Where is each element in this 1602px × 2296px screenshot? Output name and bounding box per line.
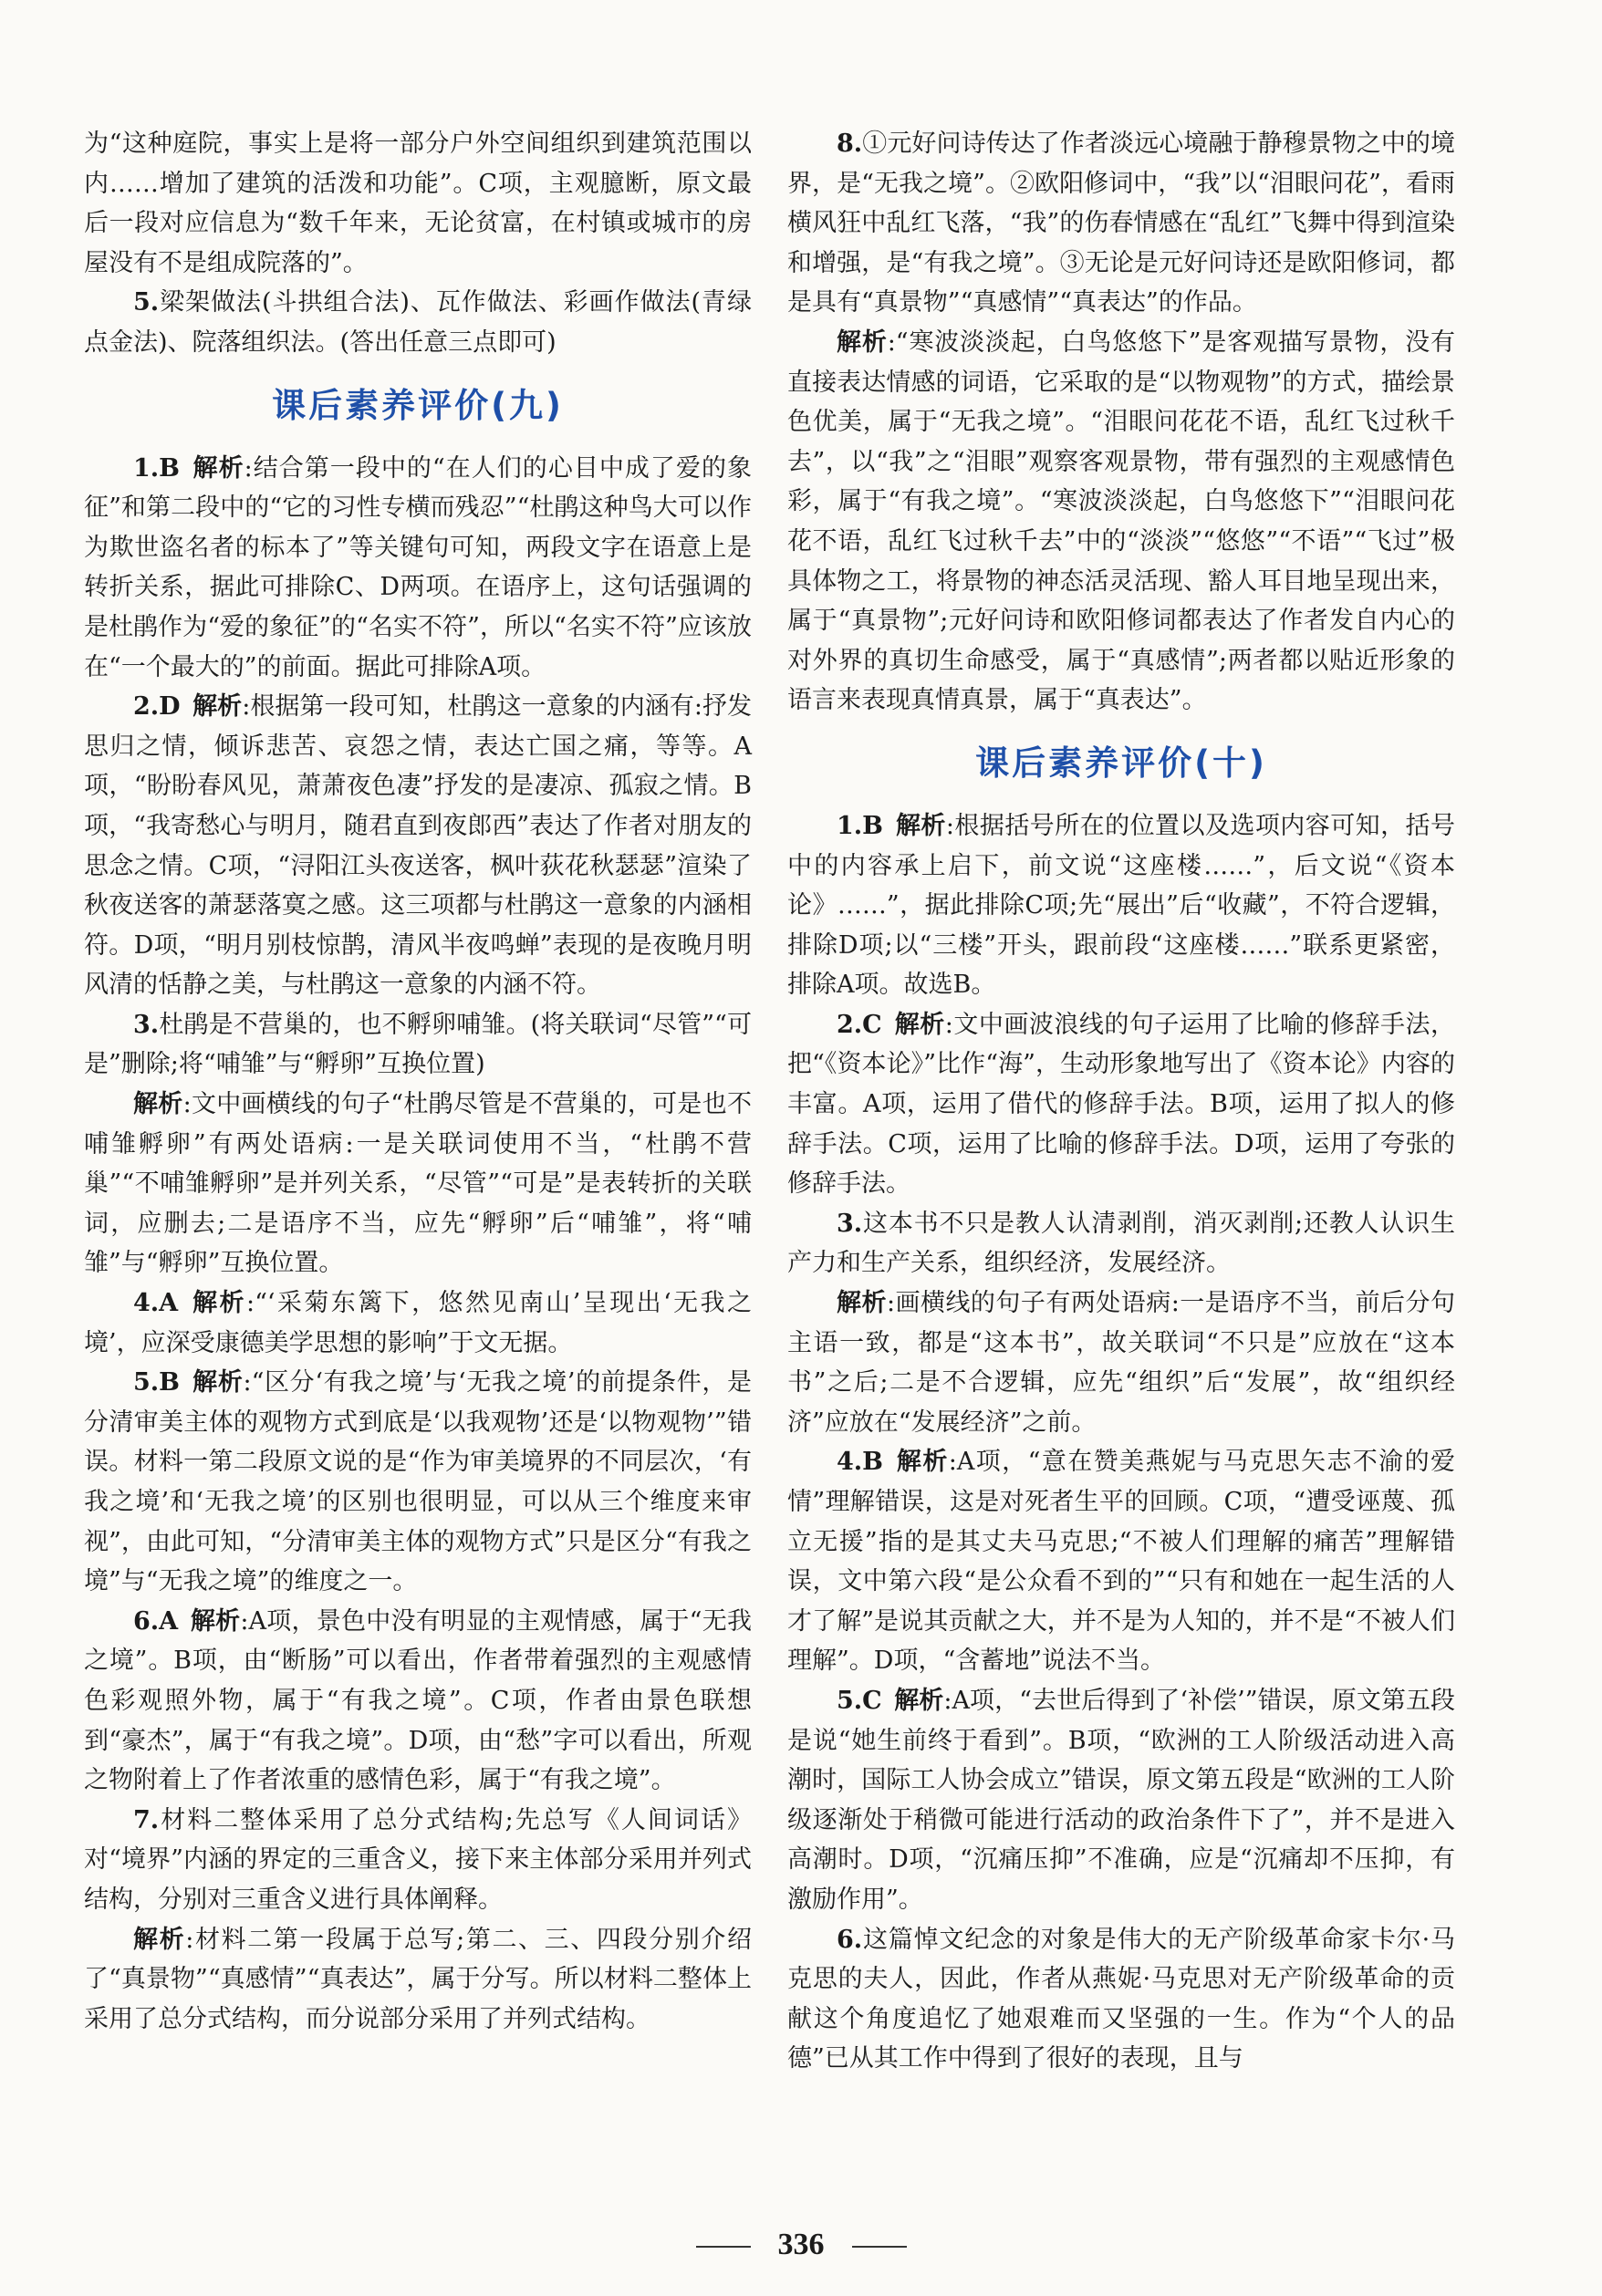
section-title-9: 课后素养评价(九) <box>272 385 564 425</box>
footer-rule-left <box>696 2246 751 2248</box>
answer-r1: 1.B 解析:根据括号所在的位置以及选项内容可知，括号中的内容承上启下，前文说“这座楼……”，后文说“《资本论》……”，据此排除C项;先“展出”后“收藏”，不符合逻辑，排除D项;以“三楼”开头，跟前段“这座楼……”联系更紧密，排除A项。故选B。 <box>787 811 1455 1000</box>
answer-8: 8.①元好问诗传达了作者淡远心境融于静穆景物之中的境界，是“无我之境”。②欧阳修词中，“我”以“泪眼问花”，看雨横风狂中乱红飞落，“我”的伤春情感在“乱红”飞舞中得到渲染和增强，是“有我之境”。③无论是元好问诗还是欧阳修词，都是具有“真景物”“真感情”“真表达”的作品。 <box>787 130 1455 317</box>
answer-6: 6.A 解析:A项，景色中没有明显的主观情感，属于“无我之境”。B项，由“断肠”可以看出，作者带着强烈的主观感情色彩观照外物，属于“有我之境”。C项，作者由景色联想到“豪杰”，属于“有我之境”。D项，由“愁”字可以看出，所观之物附着上了作者浓重的感情色彩，属于“有我之境”。 <box>84 1606 752 1795</box>
answer-3: 3.杜鹃是不营巢的，也不孵卵哺雏。(将关联词“尽管”“可是”删除;将“哺雏”与“孵卵”互换位置) <box>84 1010 752 1079</box>
left-column <box>84 124 752 2039</box>
analysis-8: 解析:“寒波淡淡起，白鸟悠悠下”是客观描写景物，没有直接表达情感的词语，它采取的是“以物观物”的方式，描绘景色优美，属于“无我之境”。“泪眼问花花不语，乱红飞过秋千去”，以“我”之“泪眼”观察客观景物，带有强烈的主观感情色彩，属于“有我之境”。“寒波淡淡起，白鸟悠悠下”“泪眼问花花不语，乱红飞过秋千去”中的“淡淡”“悠悠”“不语”“飞过”极具体物之工，将景物的神态活灵活现、豁人耳目地呈现出来，属于“真景物”;元好问诗和欧阳修词都表达了作者发自内心的对外界的真切生命感受，属于“真感情”;两者都以贴近形象的语言来表现真情真景，属于“真表达”。 <box>787 327 1456 715</box>
answer-5b: 5.B 解析:“区分‘有我之境’与‘无我之境’的前提条件，是分清审美主体的观物方式到底是‘以我观物’还是‘以物观物’”错误。材料一第二段原文说的是“作为审美境界的不同层次，‘有我之境’和‘无我之境’的区别也很明显，可以从三个维度来审视”，由此可知，“分清审美主体的观物方式”只是区分“有我之境”与“无我之境”的维度之一。 <box>84 1368 752 1596</box>
answer-5: 5.梁架做法(斗拱组合法)、瓦作做法、彩画作做法(青绿点金法)、院落组织法。(答出任意三点即可) <box>84 288 752 357</box>
page-number: 336 <box>777 2228 825 2261</box>
answer-4: 4.A 解析:“‘采菊东篱下，悠然见南山’呈现出‘无我之境’，应深受康德美学思想的影响”于文无据。 <box>84 1289 752 1357</box>
analysis-r3: 解析:画横线的句子有两处语病:一是语序不当，前后分句主语一致，都是“这本书”，故关联词“不只是”应放在“这本书”之后;二是不合逻辑，应先“组织”后“发展”，故“组织经济”应放在“发展经济”之前。 <box>787 1289 1455 1437</box>
footer-rule-right <box>852 2246 907 2248</box>
right-column <box>787 124 1455 2079</box>
analysis-7: 解析:材料二第一段属于总写;第二、三、四段分别介绍了“真景物”“真感情”“真表达”，属于分写。所以材料二整体上采用了总分式结构，而分说部分采用了并列式结构。 <box>84 1925 752 2033</box>
section-title-10: 课后素养评价(十) <box>975 743 1267 783</box>
answer-r3: 3.这本书不只是教人认清剥削，消灭剥削;还教人认识生产力和生产关系，组织经济，发展经济。 <box>787 1209 1455 1278</box>
answer-1: 1.B 解析:结合第一段中的“在人们的心目中成了爱的象征”和第二段中的“它的习性专横而残忍”“杜鹃这种鸟大可以作为欺世盗名者的标本了”等关键句可知，两段文字在语意上是转折关系，据此可排除C、D两项。在语序上，这句话强调的是杜鹃作为“爱的象征”的“名实不符”，所以“名实不符”应该放在“一个最大的”的前面。据此可排除A项。 <box>84 453 752 681</box>
answer-r5: 5.C 解析:A项，“去世后得到了‘补偿’”错误，原文第五段是说“她生前终于看到”。B项，“欧洲的工人阶级活动进入高潮时，国际工人协会成立”错误，原文第五段是“欧洲的工人阶级逐渐处于稍微可能进行活动的政治条件下了”，并不是进入高潮时。D项，“沉痛压抑”不准确，应是“沉痛却不压抑，有激励作用”。 <box>787 1686 1455 1914</box>
answer-2: 2.D 解析:根据第一段可知，杜鹃这一意象的内涵有:抒发思归之情，倾诉悲苦、哀怨之情，表达亡国之痛，等等。A项，“盼盼春风见，萧萧夜色凄”抒发的是凄凉、孤寂之情。B项，“我寄愁心与明月，随君直到夜郎西”表达了作者对朋友的思念之情。C项，“浔阳江头夜送客，枫叶荻花秋瑟瑟”渲染了秋夜送客的萧瑟落寞之感。这三项都与杜鹃这一意象的内涵相符。D项，“明月别枝惊鹊，清风半夜鸣蝉”表现的是夜晚月明风清的恬静之美，与杜鹃这一意象的内涵不符。 <box>84 692 752 1000</box>
answer-7: 7.材料二整体采用了总分式结构;先总写《人间词话》对“境界”内涵的界定的三重含义，接下来主体部分采用并列式结构，分别对三重含义进行具体阐释。 <box>84 1805 752 1914</box>
page-footer <box>0 2228 1602 2262</box>
answer-r4: 4.B 解析:A项，“意在赞美燕妮与马克思矢志不渝的爱情”理解错误，这是对死者生平的回顾。C项，“遭受诬蔑、孤立无援”指的是其丈夫马克思;“不被人们理解的痛苦”理解错误，文中第六段“是公众看不到的”“只有和她在一起生活的人才了解”是说其贡献之大，并不是为人知的，并不是“不被人们理解”。D项，“含蓄地”说法不当。 <box>787 1448 1456 1676</box>
analysis-3: 解析:文中画横线的句子“杜鹃尽管是不营巢的，可是也不哺雏孵卵”有两处语病:一是关联词使用不当，“杜鹃不营巢”“不哺雏孵卵”是并列关系，“尽管”“可是”是表转折的关联词，应删去;二是语序不当，应先“孵卵”后“哺雏”，将“哺雏”与“孵卵”互换位置。 <box>84 1090 753 1278</box>
answer-r2: 2.C 解析:文中画波浪线的句子运用了比喻的修辞手法，把“《资本论》”比作“海”，生动形象地写出了《资本论》内容的丰富。A项，运用了借代的修辞手法。B项，运用了拟人的修辞手法。C项，运用了比喻的修辞手法。D项，运用了夸张的修辞手法。 <box>787 1010 1455 1199</box>
continued-paragraph: 为“这种庭院，事实上是将一部分户外空间组织到建筑范围以内……增加了建筑的活泼和功能”。C项，主观臆断，原文最后一段对应信息为“数千年来，无论贫富，在村镇或城市的房屋没有不是组成院落的”。 <box>84 130 752 277</box>
answer-r6: 6.这篇悼文纪念的对象是伟大的无产阶级革命家卡尔·马克思的夫人，因此，作者从燕妮·马克思对无产阶级革命的贡献这个角度追忆了她艰难而又坚强的一生。作为“个人的品德”已从其工作中得到了很好的表现，且与 <box>787 1925 1455 2073</box>
